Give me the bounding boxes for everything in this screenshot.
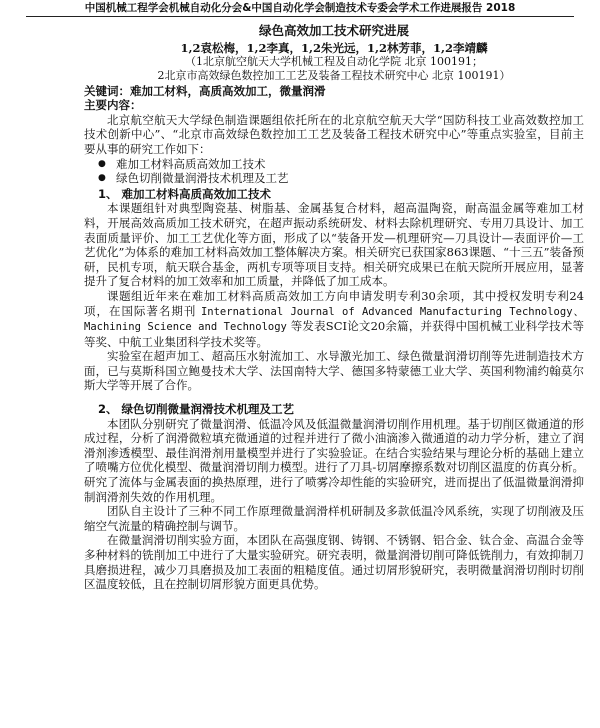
section-1-paragraph-3: 实验室在超声加工、超高压水射流加工、水导激光加工、绿色微量润滑切削等先进制造技术方面，已与莫斯科国立鲍曼技术大学、法国南特大学、德国多特蒙德工业大学、英国利物浦约翰莫尔斯大学等开展了合作。	[84, 349, 584, 393]
section-2-heading: 2、 绿色切削微量润滑技术机理及工艺	[98, 402, 295, 417]
affiliation-2: 2北京市高效绿色数控加工工艺及装备工程技术研究中心 北京 100191）	[157, 68, 511, 82]
section-1-paragraph-1: 本课题组针对典型陶瓷基、树脂基、金属基复合材料，超高温陶瓷，耐高温金属等难加工材料，开展高效高质加工技术研究，在超声振动系统研发、材料去除机理研究、专用刀具设计、加工表面质量评价、加工工艺优化等方面，形成了以“装备开发—机理研究—刀具设计—表面评价—工艺优化”为体系的难加工材料高效加工整体解决方案。相关研究已获国家863课题、“十三五”装备预研，民机专项，航天联合基金，两机专项等项目支持。相关研究成果已在航天院所开展应用，显著提升了复合材料的加工效率和加工质量，并降低了加工成本。	[84, 201, 584, 289]
journal-names: International Journal of Advanced Manufacturing Technology、Machining Science and Technology	[84, 305, 585, 334]
page-content	[84, 24, 584, 592]
keywords-text: 难加工材料，高质高效加工，微量润滑	[130, 83, 326, 98]
main-content-label: 主要内容：	[84, 98, 142, 113]
section-2-paragraph-2: 团队自主设计了三种不同工作原理微量润滑样机研制及多款低温冷风系统，实现了切削液及压缩空气流量的精确控制与调节。	[84, 504, 584, 533]
affiliation-1: （1北京航空航天大学机械工程及自动化学院 北京 100191；	[185, 54, 483, 68]
paper-title: 绿色高效加工技术研究进展	[258, 23, 409, 38]
page-header: 中国机械工程学会机械自动化分会&中国自动化学会制造技术专委会学术工作进展报告 2018	[84, 2, 516, 14]
section-1-paragraph-2-pre: 课题组近年来在难加工材料高质高效加工方向申请发明专利30余项，其中授权发明专利24项，在国际著名期刊	[84, 288, 584, 318]
keywords-label: 关键词：	[84, 83, 130, 98]
section-1-heading: 1、 难加工材料高质高效加工技术	[98, 186, 272, 201]
author-list: 1,2袁松梅，1,2李真，1,2朱光远，1,2林芳菲，1,2李靖麟	[180, 40, 488, 55]
section-2-paragraph-1: 本团队分别研究了微量润滑、低温冷风及低温微量润滑切削作用机理。基于切削区微通道的形成过程，分析了润滑微粒填充微通道的过程并进行了微小油滴渗入微通道的动力学分析，建立了润滑剂渗透模型、最佳润滑剂用量模型并进行了实验验证。在结合实验结果与理论分析的基础上建立了喷嘴方位优化模型、微量润滑切削力模型。进行了刀具-切屑摩擦系数对切削区温度的仿真分析。研究了流体与金属表面的换热原理，进行了喷雾冷却性能的实验研究，进而提出了低温微量润滑抑制润滑剂失效的作用机理。	[84, 416, 584, 504]
research-topic-list	[84, 157, 584, 186]
section-1-paragraph-2	[84, 289, 584, 349]
section-1-paragraph-2-post: 等发表SCI论文20余篇，并获得中国机械工业科学技术等等奖、中航工业集团科学技术奖等。	[84, 319, 585, 349]
keywords-line	[84, 84, 584, 99]
section-2-paragraph-3: 在微量润滑切削实验方面，本团队在高强度钢、铸钢、不锈钢、铝合金、钛合金、高温合金等多种材料的铣削加工中进行了大量实验研究。研究表明，微量润滑切削可降低铣削力，有效抑制刀具磨损进程，减少刀具磨损及加工表面的粗糙度值。通过切屑形貌研究，表明微量润滑切削时切削区温度较低，且在控制切屑形貌方面更具优势。	[84, 533, 584, 592]
intro-paragraph: 北京航空航天大学绿色制造课题组依托所在的北京航空航天大学“国防科技工业高效数控加工技术创新中心”、“北京市高效绿色数控加工工艺及装备工程技术研究中心”等重点实验室，目前主要从事的研究工作如下：	[84, 112, 584, 156]
header-rule	[26, 16, 574, 17]
research-topic-item: ● 难加工材料高质高效加工技术	[98, 157, 584, 172]
research-topic-item: ● 绿色切削微量润滑技术机理及工艺	[98, 171, 584, 186]
